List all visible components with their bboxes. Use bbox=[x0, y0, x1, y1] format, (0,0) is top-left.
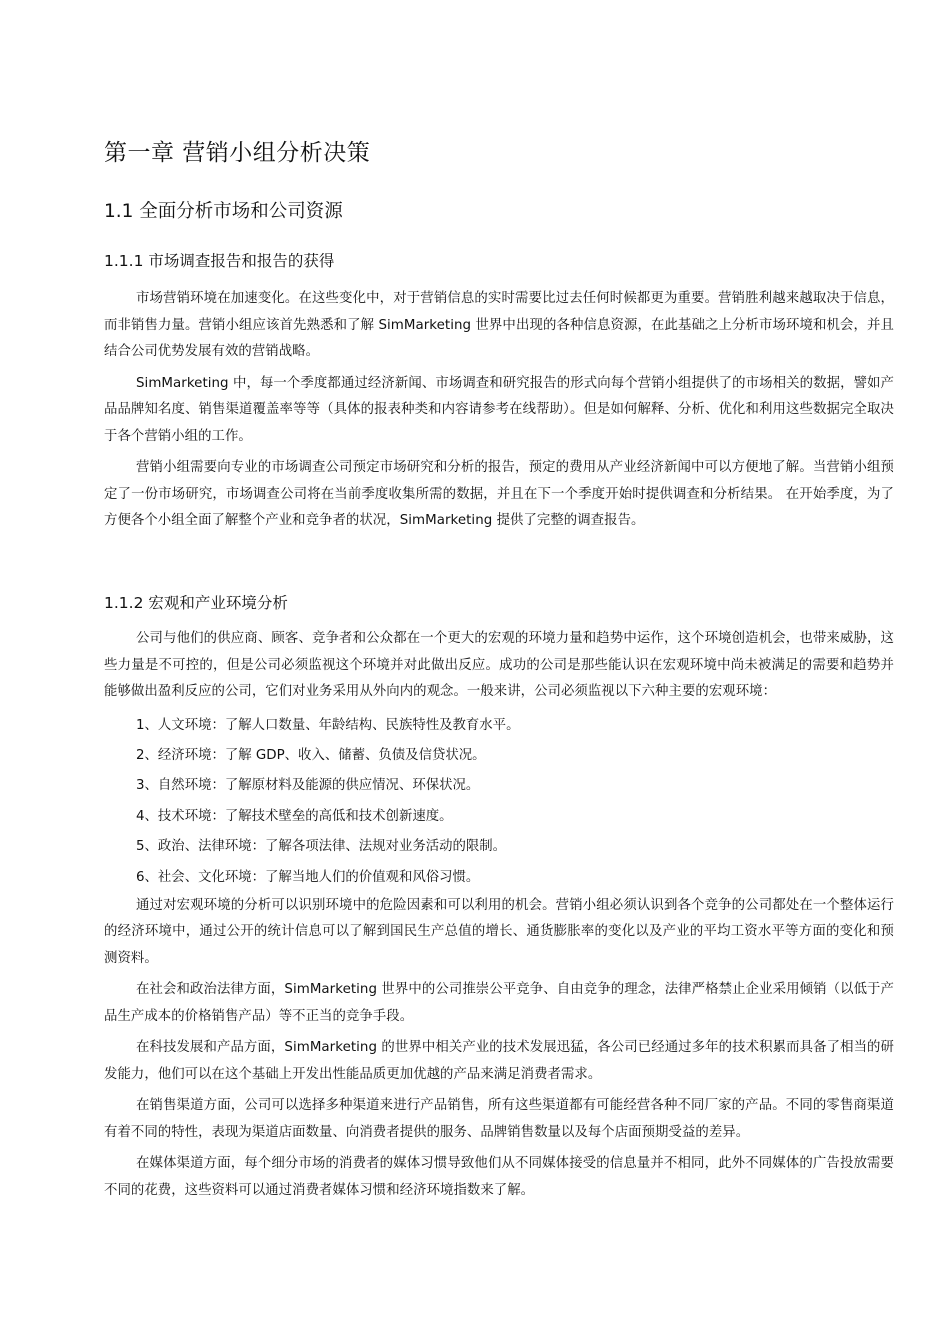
chapter-title: 第一章 营销小组分析决策 bbox=[104, 140, 371, 166]
section-title: 1.1 全面分析市场和公司资源 bbox=[104, 201, 343, 222]
list-item: 1、人文环境：了解人口数量、年龄结构、民族特性及教育水平。 bbox=[136, 717, 520, 733]
paragraph: 营销小组需要向专业的市场调查公司预定市场研究和分析的报告，预定的费用从产业经济新闻中可以方便地了解。当营销小组预定了一份市场研究，市场调查公司将在当前季度收集所需的数据，并且在下一个季度开始时提供调查和分析结果。 在开始季度，为了方便各个小组全面了解整个产业和竞争者的状况，SimMarketing 提供了完整的调查报告。 bbox=[104, 460, 894, 528]
list-item: 6、社会、文化环境：了解当地人们的价值观和风俗习惯。 bbox=[136, 869, 480, 885]
paragraph: SimMarketing 中，每一个季度都通过经济新闻、市场调查和研究报告的形式向每个营销小组提供了的市场相关的数据，譬如产品品牌知名度、销售渠道覆盖率等等（具体的报表种类和内容请参考在线帮助）。但是如何解释、分析、优化和利用这些数据完全取决于各个营销小组的工作。 bbox=[104, 375, 894, 444]
paragraph: 在媒体渠道方面，每个细分市场的消费者的媒体习惯导致他们从不同媒体接受的信息量并不相同，此外不同媒体的广告投放需要不同的花费，这些资料可以通过消费者媒体习惯和经济环境指数来了解。 bbox=[104, 1156, 894, 1198]
paragraph: 在社会和政治法律方面，SimMarketing 世界中的公司推崇公平竞争、自由竞争的理念，法律严格禁止企业采用倾销（以低于产品生产成本的价格销售产品）等不正当的竞争手段。 bbox=[104, 982, 894, 1024]
list-item: 3、自然环境：了解原材料及能源的供应情况、环保状况。 bbox=[136, 778, 480, 794]
market-research-body bbox=[104, 286, 894, 540]
list-item: 4、技术环境：了解技术壁垒的高低和技术创新速度。 bbox=[136, 808, 453, 824]
list-item: 2、经济环境：了解 GDP、收入、储蓄、负债及信贷状况。 bbox=[136, 747, 486, 763]
subsection-title-macro-environment: 1.1.2 宏观和产业环境分析 bbox=[104, 594, 288, 612]
paragraph: 在科技发展和产品方面，SimMarketing 的世界中相关产业的技术发展迅猛，各公司已经通过多年的技术积累而具备了相当的研发能力，他们可以在这个基础上开发出性能品质更加优越的产品来满足消费者需求。 bbox=[104, 1040, 894, 1082]
macro-environment-body bbox=[104, 626, 894, 1209]
paragraph: 通过对宏观环境的分析可以识别环境中的危险因素和可以利用的机会。营销小组必须认识到各个竞争的公司都处在一个整体运行的经济环境中，通过公开的统计信息可以了解到国民生产总值的增长、通货膨胀率的变化以及产业的平均工资水平等方面的变化和预测资料。 bbox=[104, 897, 894, 966]
list-item: 5、政治、法律环境：了解各项法律、法规对业务活动的限制。 bbox=[136, 839, 507, 855]
environment-list bbox=[104, 711, 894, 893]
paragraph: 市场营销环境在加速变化。在这些变化中，对于营销信息的实时需要比过去任何时候都更为重要。营销胜利越来越取决于信息，而非销售力量。营销小组应该首先熟悉和了解 SimMarketing 世界中出现的各种信息资源，在此基础之上分析市场环境和机会，并且结合公司优势发展有效的营销战略。 bbox=[104, 291, 894, 359]
paragraph: 在销售渠道方面，公司可以选择多种渠道来进行产品销售，所有这些渠道都有可能经营各种不同厂家的产品。不同的零售商渠道有着不同的特性，表现为渠道店面数量、向消费者提供的服务、品牌销售数量以及每个店面预期受益的差异。 bbox=[104, 1098, 894, 1140]
paragraph-intro: 公司与他们的供应商、顾客、竞争者和公众都在一个更大的宏观的环境力量和趋势中运作，这个环境创造机会，也带来威胁，这些力量是不可控的，但是公司必须监视这个环境并对此做出反应。成功的公司是那些能认识在宏观环境中尚未被满足的需要和趋势并能够做出盈利反应的公司，它们对业务采用从外向内的观念。一般来讲，公司必须监视以下六种主要的宏观环境： bbox=[104, 631, 894, 699]
subsection-title-market-research: 1.1.1 市场调查报告和报告的获得 bbox=[104, 252, 335, 270]
